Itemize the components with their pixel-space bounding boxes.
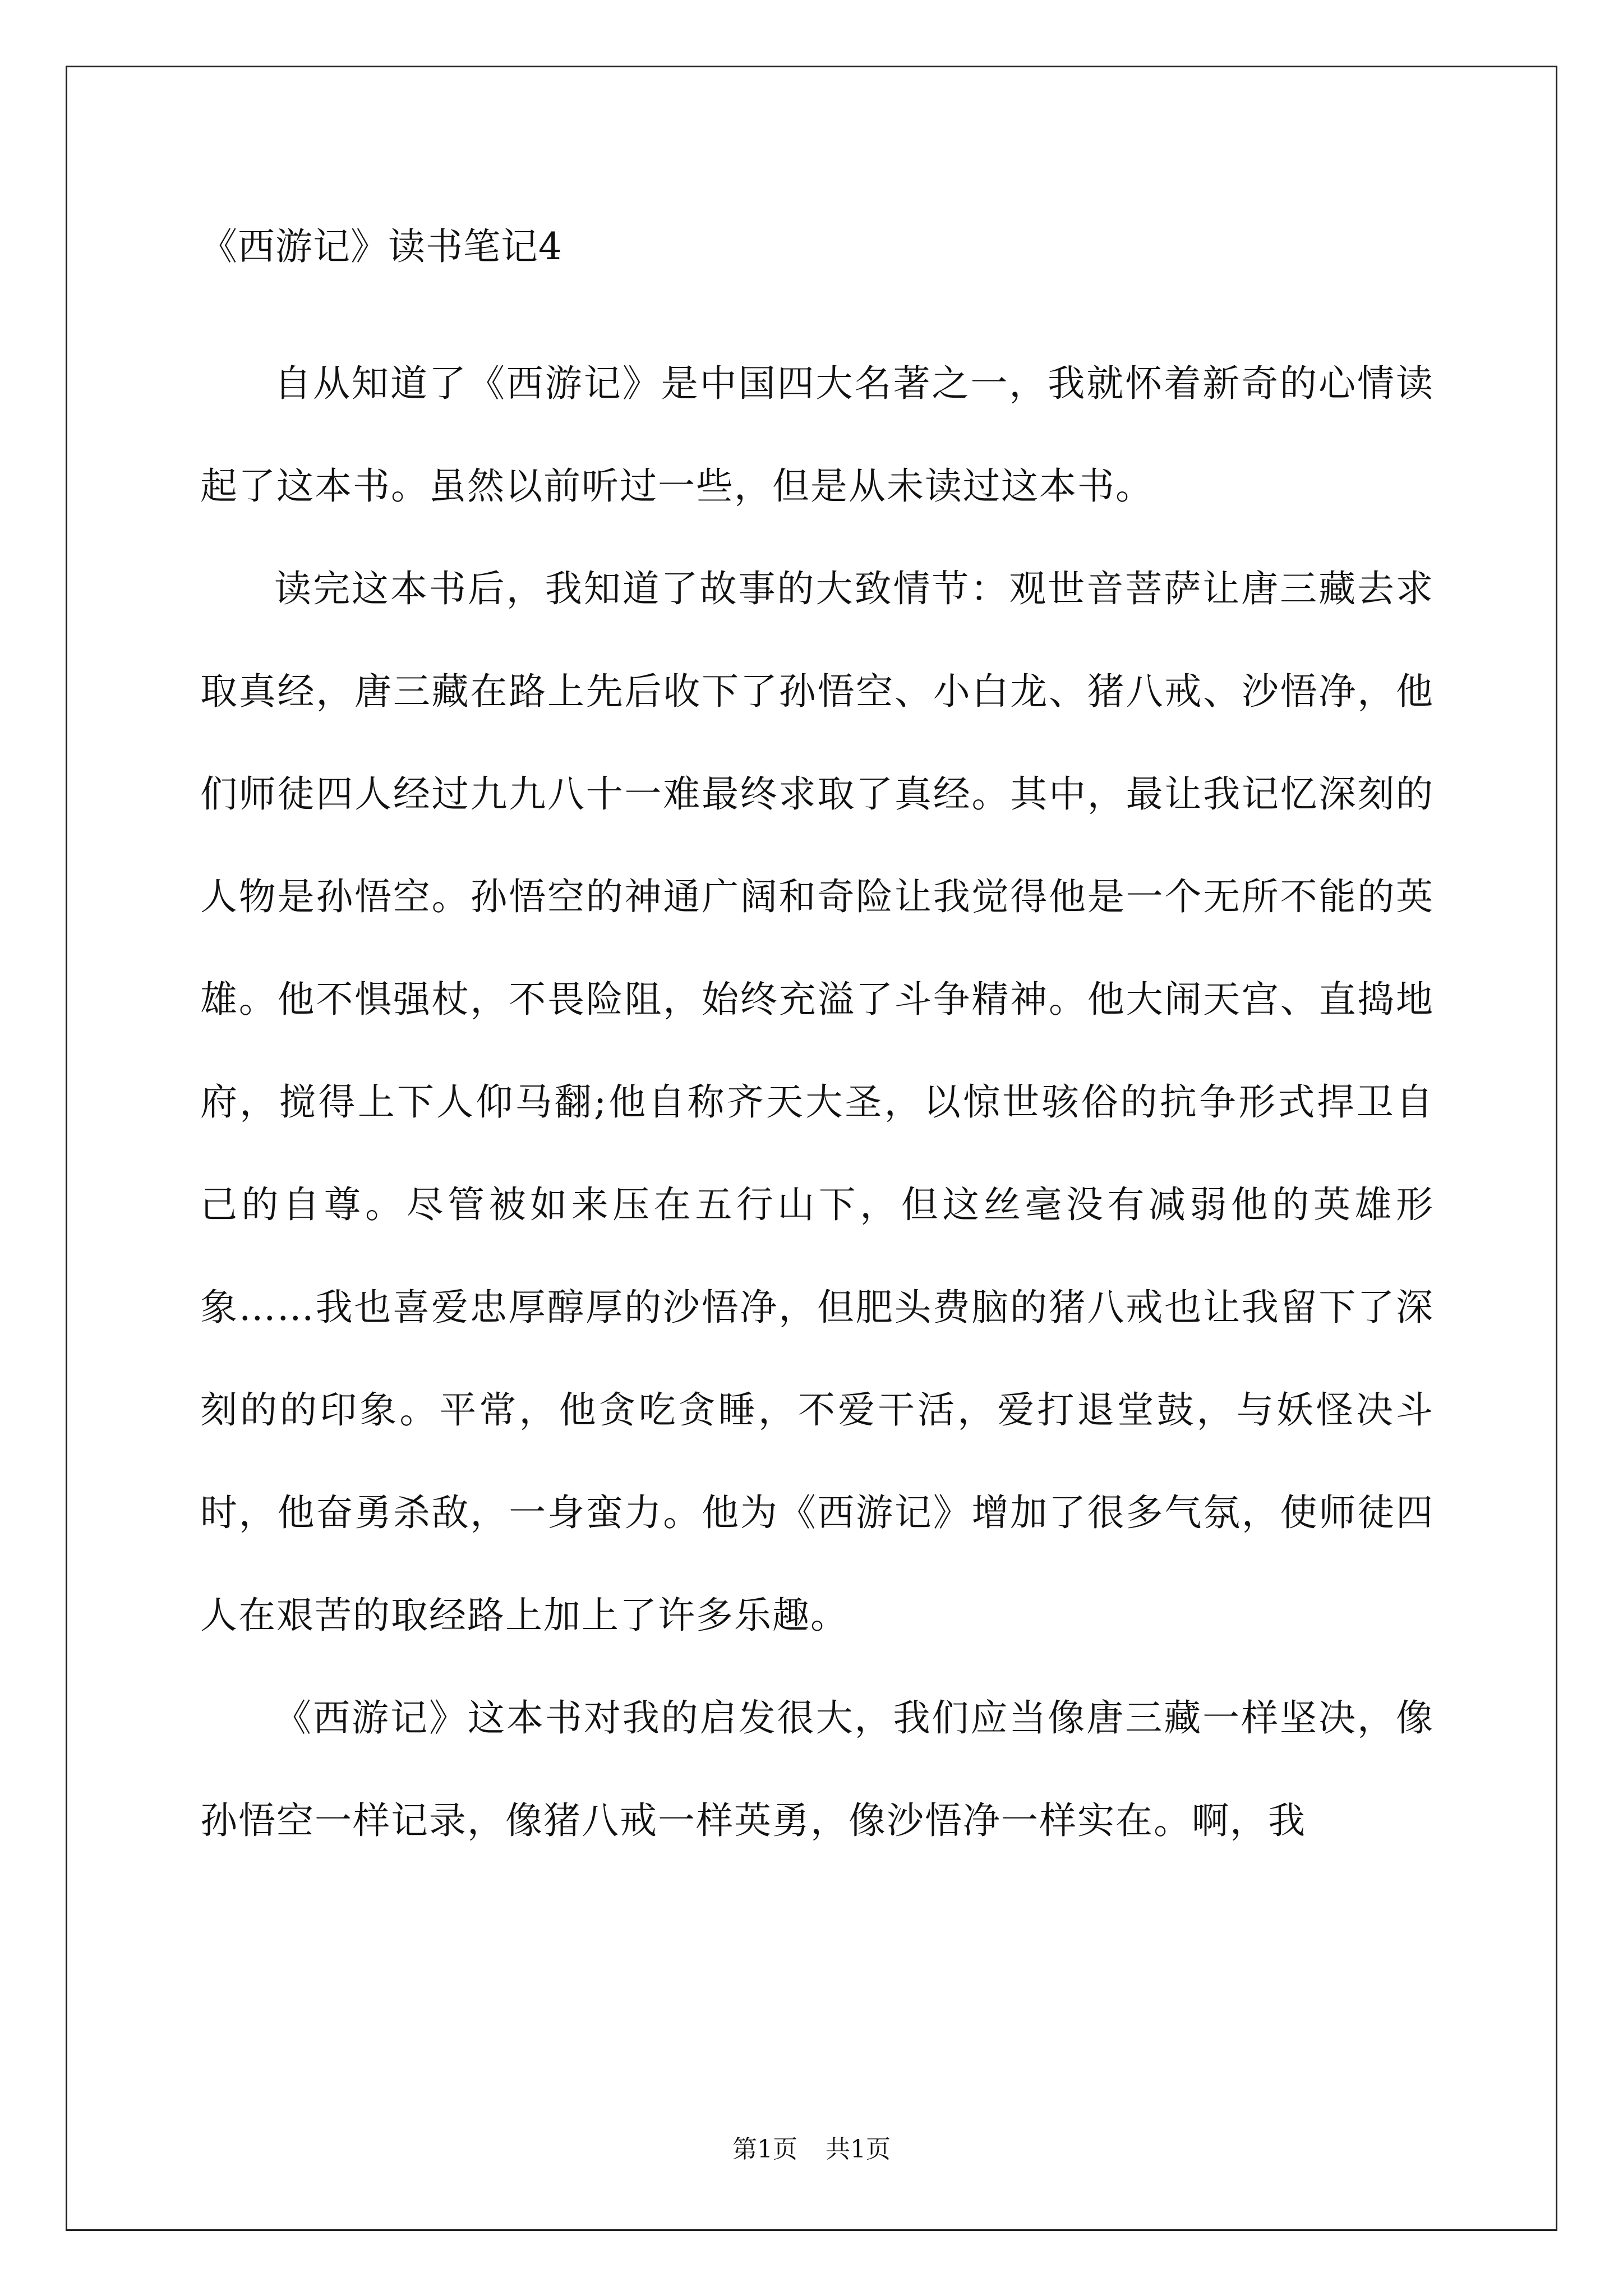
page-number: 第1页: [732, 2135, 797, 2164]
page-total: 共1页: [826, 2135, 891, 2164]
document-title: 《西游记》读书笔记4: [200, 225, 562, 268]
paragraph-intro: 自从知道了《西游记》是中国四大名著之一，我就怀着新奇的心情读起了这本书。虽然以前听过一些，但是从未读过这本书。: [200, 362, 1434, 508]
document-body: [200, 332, 1434, 1872]
paragraph-story: 读完这本书后，我知道了故事的大致情节：观世音菩萨让唐三藏去求取真经，唐三藏在路上先后收下了孙悟空、小白龙、猪八戒、沙悟净，他们师徒四人经过九九八十一难最终求取了真经。其中，最让我记忆深刻的人物是孙悟空。孙悟空的神通广阔和奇险让我觉得他是一个无所不能的英雄。他不惧强杖，不畏险阻，始终充溢了斗争精神。他大闹天宫、直捣地府，搅得上下人仰马翻;他自称齐天大圣，以惊世骇俗的抗争形式捍卫自己的自尊。尽管被如来压在五行山下，但这丝毫没有减弱他的英雄形象……我也喜爱忠厚醇厚的沙悟净，但肥头费脑的猪八戒也让我留下了深刻的的印象。平常，他贪吃贪睡，不爱干活，爱打退堂鼓，与妖怪决斗时，他奋勇杀敌，一身蛮力。他为《西游记》增加了很多气氛，使师徒四人在艰苦的取经路上加上了许多乐趣。: [200, 567, 1434, 1637]
page-footer: [0, 2134, 1623, 2165]
paragraph-reflection: 《西游记》这本书对我的启发很大，我们应当像唐三藏一样坚决，像孙悟空一样记录，像猪八戒一样英勇，像沙悟净一样实在。啊，我: [200, 1696, 1434, 1842]
